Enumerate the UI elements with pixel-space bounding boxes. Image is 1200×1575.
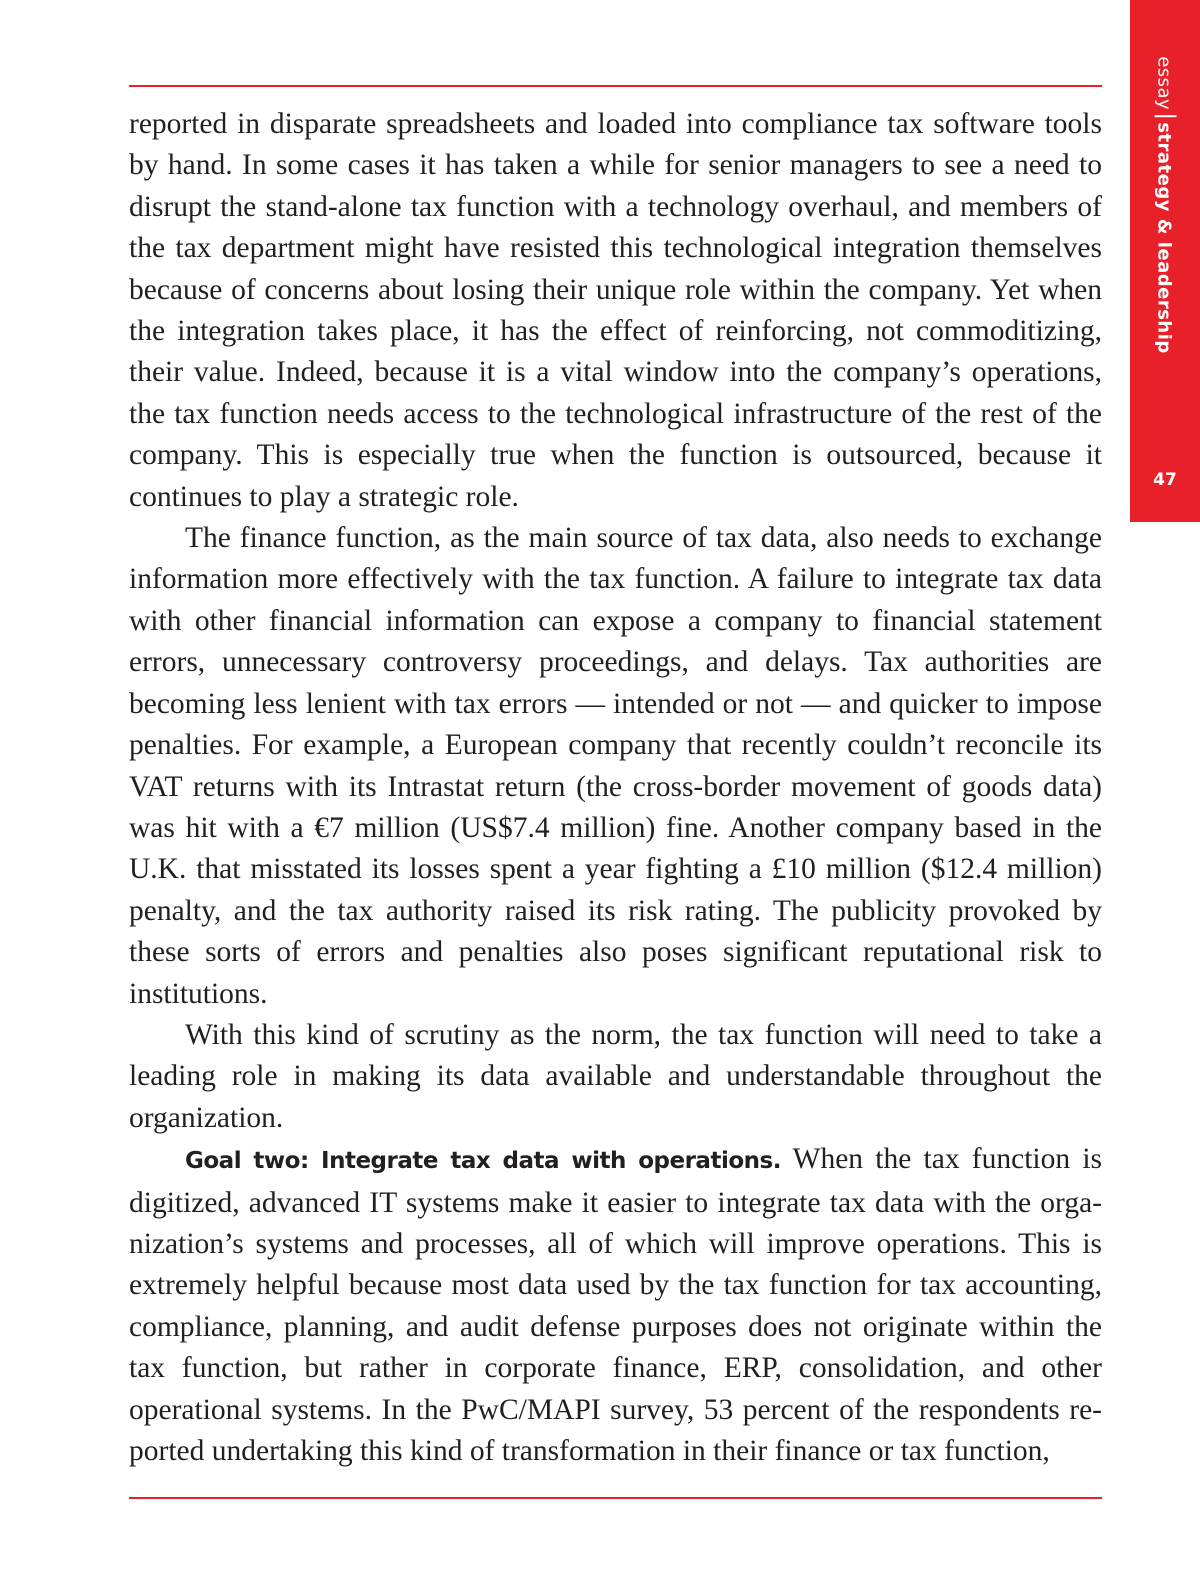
paragraph: The finance function, as the main source of tax data, also needs to exchange information more effectively with the tax function. A failure to integrate tax data with other financial information can expose a company to financial statement errors, unnecessary controversy proceedings, and delays. Tax authorities are becoming less lenient with tax errors — intended or not — and quicker to impose penalties. For example, a European company that recently couldn’t reconcile its VAT returns with its Intrastat return (the cross-border movement of goods data) was hit with a €7 million (US$7.4 million) fine. Another company based in the U.K. that misstated its losses spent a year fighting a £10 million ($12.4 million) penalty, and the tax authority raised its risk rating. The publicity provoked by these sorts of errors and penalties also poses significant reputational risk to institutions. xyxy=(129,522,1102,1010)
section-label-bold: strategy & leadership xyxy=(1153,122,1175,354)
article-body xyxy=(129,104,1102,1472)
section-label-light: essay xyxy=(1153,56,1175,111)
top-rule xyxy=(129,85,1102,87)
paragraph-text: When the tax function is digitized, advanced IT systems make it easier to integrate tax data with the organization’s systems and processes, all of which will improve operations. This is extremely helpful because most data used by the tax function for tax accounting, compliance, planning, and audit defense purposes does not originate within the tax function, but rather in corporate finance, ERP, consolidation, and other operational systems. In the PwC/MAPI survey, 53 percent of the respondents reported undertaking this kind of transformation in their finance or tax function, xyxy=(129,1143,1102,1467)
paragraph: With this kind of scrutiny as the norm, the tax function will need to take a leading role in making its data available and understandable throughout the organization. xyxy=(129,1018,1102,1134)
goal-heading: Goal two: Integrate tax data with operations. xyxy=(185,1148,781,1175)
section-tab xyxy=(1130,0,1200,522)
paragraph xyxy=(129,1139,1102,1472)
paragraph: reported in disparate spreadsheets and loaded into compliance tax software tools by hand. In some cases it has taken a while for senior managers to see a need to disrupt the stand-alone tax function with a technology overhaul, and members of the tax department might have resisted this technological integration themselves because of concerns about losing their unique role within the company. Yet when the integration takes place, it has the effect of reinforcing, not commoditizing, their value. Indeed, because it is a vital window into the company’s operations, the tax function needs access to the technological infrastructure of the rest of the company. This is especially true when the function is outsourced, because it continues to play a strategic role. xyxy=(129,108,1102,513)
page-number: 47 xyxy=(1153,470,1177,490)
section-separator xyxy=(1155,115,1177,117)
bottom-rule xyxy=(129,1497,1102,1499)
section-label xyxy=(1154,56,1177,354)
